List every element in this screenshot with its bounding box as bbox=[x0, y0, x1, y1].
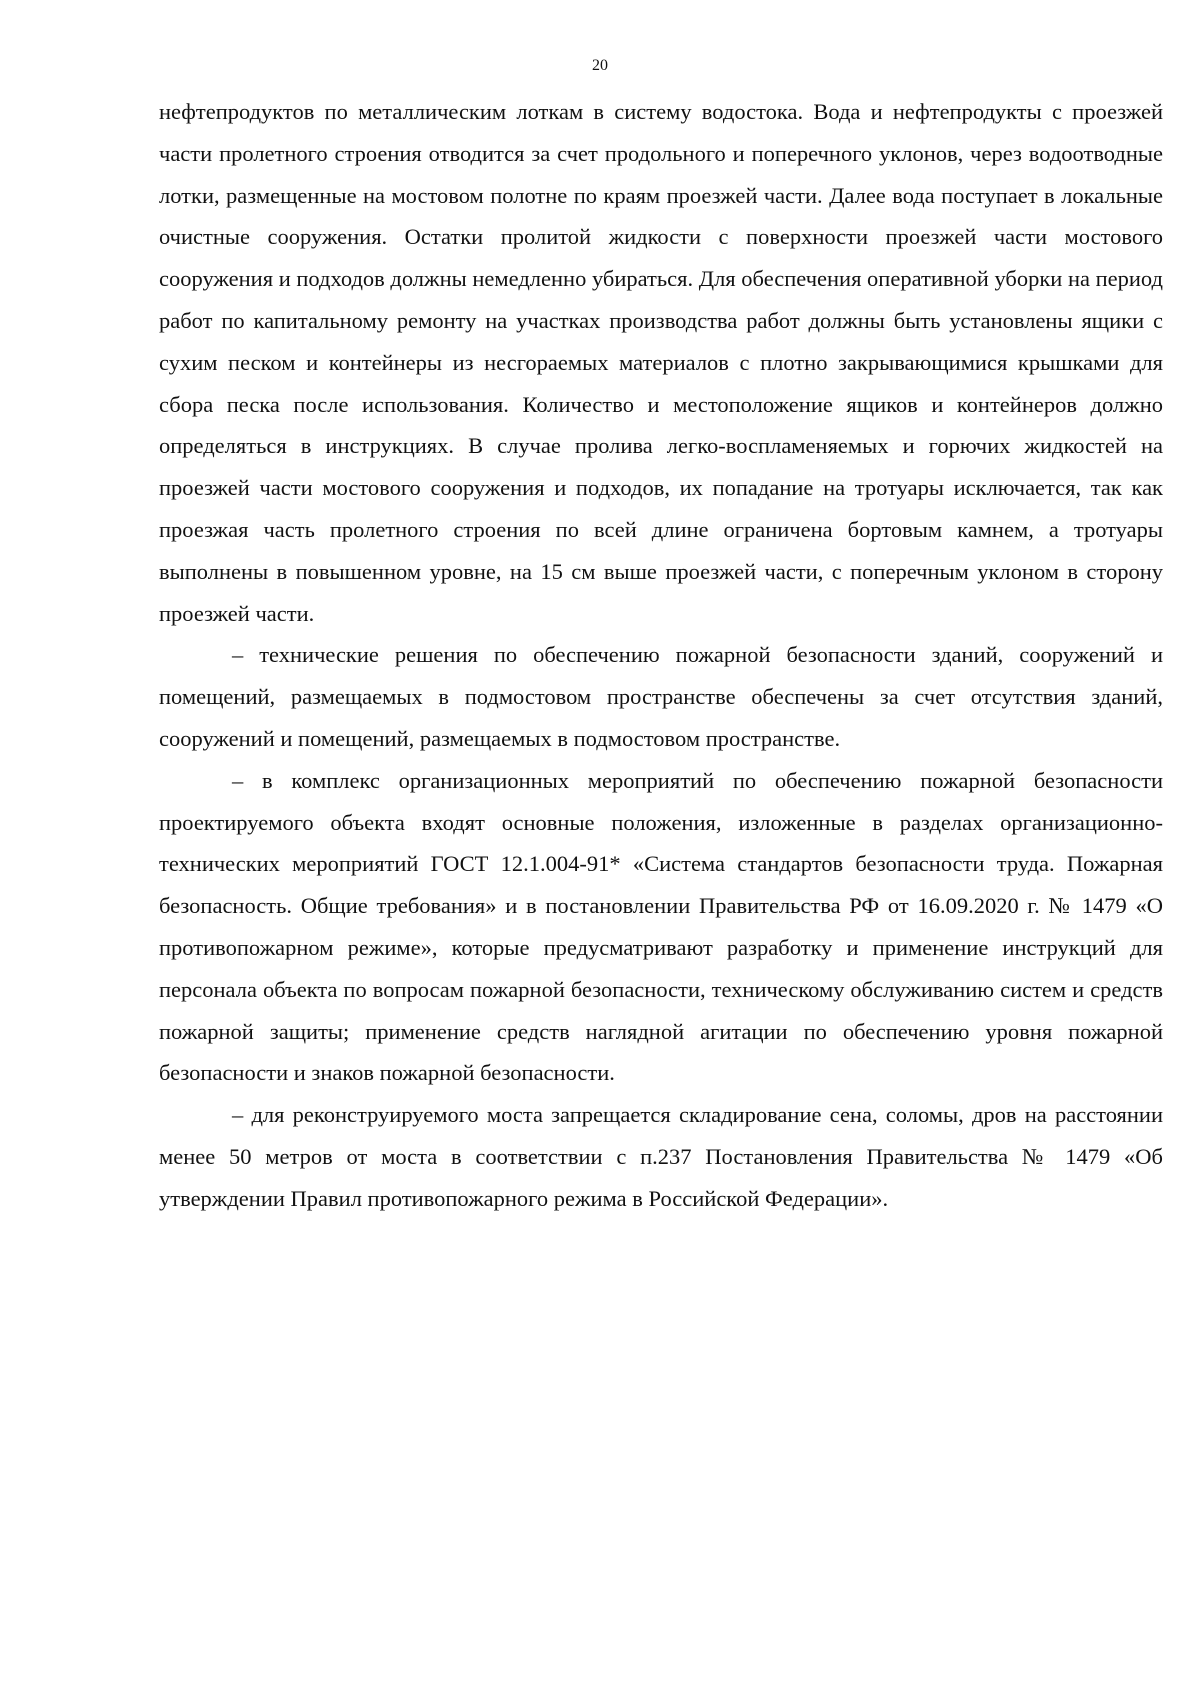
paragraph-technical-solutions: – технические решения по обеспечению пожарной безопасности зданий, сооружений и помещений, размещаемых в подмостовом пространстве обеспечены за счет отсутствия зданий, сооружений и помещений, размещаемых в подмостовом пространстве. bbox=[159, 642, 1163, 751]
paragraph-organizational-measures: – в комплекс организационных мероприятий по обеспечению пожарной безопасности проектируемого объекта входят основные положения, изложенные в разделах организационно-технических мероприятий ГОСТ 12.1.004-91* «Система стандартов безопасности труда. Пожарная безопасность. Общие требования» и в постановлении Правительства РФ от 16.09.2020 г. № 1479 «О противопожарном режиме», которые предусматривают разработку и применение инструкций для персонала объекта по вопросам пожарной безопасности, техническому обслуживанию систем и средств пожарной защиты; применение средств наглядной агитации по обеспечению уровня пожарной безопасности и знаков пожарной безопасности. bbox=[159, 767, 1163, 1086]
paragraph-drainage: нефтепродуктов по металлическим лоткам в систему водостока. Вода и нефтепродукты с проезжей части пролетного строения отводится за счет продольного и поперечного уклонов, через водоотводные лотки, размещенные на мостовом полотне по краям проезжей части. Далее вода поступает в локальные очистные сооружения. Остатки пролитой жидкости с поверхности проезжей части мостового сооружения и подходов должны немедленно убираться. Для обеспечения оперативной уборки на период работ по капитальному ремонту на участках производства работ должны быть установлены ящики с сухим песком и контейнеры из несгораемых материалов с плотно закрывающимися крышками для сбора песка после использования. Количество и местоположение ящиков и контейнеров должно определяться в инструкциях. В случае пролива легко-воспламеняемых и горючих жидкостей на проезжей части мостового сооружения и подходов, их попадание на тротуары исключается, так как проезжая часть пролетного строения по всей длине ограничена бортовым камнем, а тротуары выполнены в повышенном уровне, на 15 см выше проезжей части, с поперечным уклоном в сторону проезжей части. bbox=[159, 99, 1163, 626]
paragraph-storage-restriction: – для реконструируемого моста запрещается складирование сена, соломы, дров на расстоянии менее 50 метров от моста в соответствии с п.237 Постановления Правительства № 1479 «Об утверждении Правил противопожарного режима в Российской Федерации». bbox=[159, 1102, 1163, 1211]
page-number: 20 bbox=[592, 57, 608, 74]
document-body bbox=[159, 91, 1163, 1220]
